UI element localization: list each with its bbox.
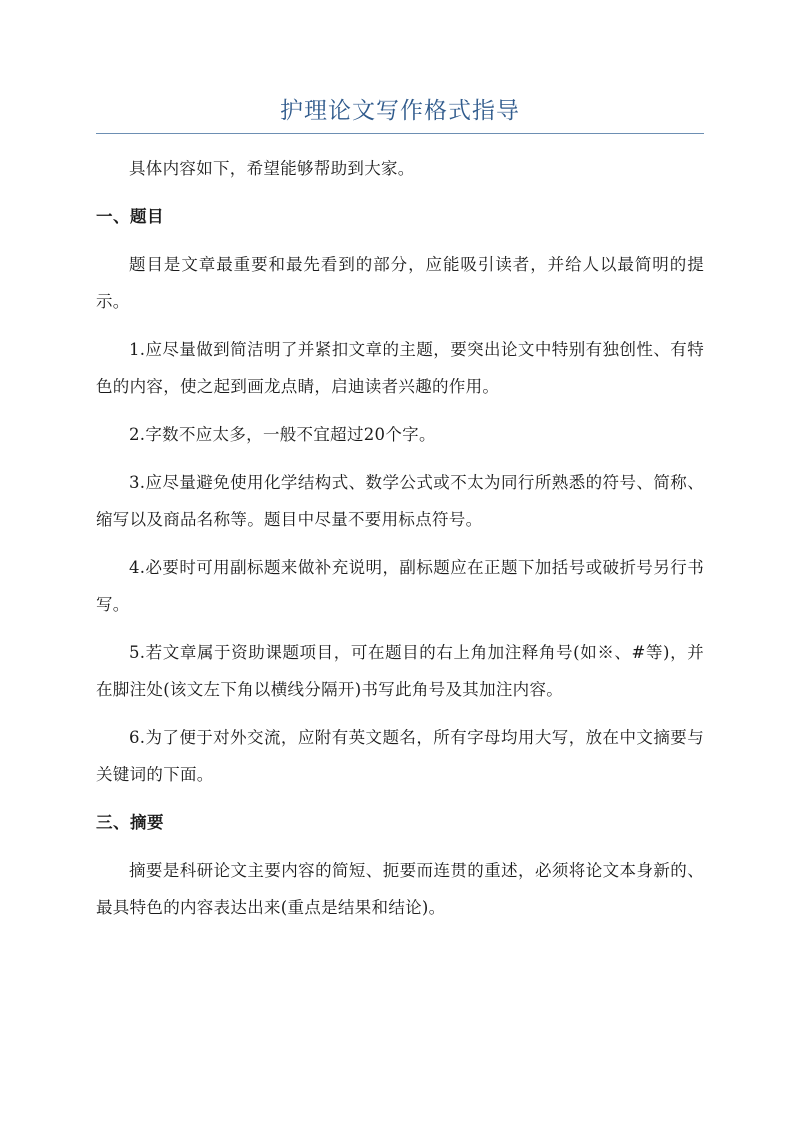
list-item-paragraph: 3.应尽量避免使用化学结构式、数学公式或不太为同行所熟悉的符号、简称、缩写以及商品名称等。题目中尽量不要用标点符号。 xyxy=(96,473,704,529)
intro-paragraph: 具体内容如下，希望能够帮助到大家。 xyxy=(129,159,415,178)
body-paragraph: 题目是文章最重要和最先看到的部分，应能吸引读者，并给人以最简明的提示。 xyxy=(96,255,704,311)
title-underline xyxy=(96,133,704,134)
list-item-paragraph: 6.为了便于对外交流，应附有英文题名，所有字母均用大写，放在中文摘要与关键词的下面。 xyxy=(96,728,704,784)
body-paragraph: 摘要是科研论文主要内容的简短、扼要而连贯的重述，必须将论文本身新的、最具特色的内容表达出来(重点是结果和结论)。 xyxy=(96,861,704,917)
list-item-paragraph: 1.应尽量做到简洁明了并紧扣文章的主题，要突出论文中特别有独创性、有特色的内容，使之起到画龙点睛，启迪读者兴趣的作用。 xyxy=(96,340,704,396)
section-heading: 一、题目 xyxy=(96,207,164,226)
section-abstract xyxy=(96,804,704,926)
document-title: 护理论文写作格式指导 xyxy=(280,98,520,124)
document-body xyxy=(96,150,704,937)
list-item-paragraph: 2.字数不应太多，一般不宜超过20个字。 xyxy=(129,425,436,444)
section-title xyxy=(96,198,704,793)
list-item-paragraph: 4.必要时可用副标题来做补充说明，副标题应在正题下加括号或破折号另行书写。 xyxy=(96,558,704,614)
section-heading: 三、摘要 xyxy=(96,813,164,832)
list-item-paragraph: 5.若文章属于资助课题项目，可在题目的右上角加注释角号(如※、#等)，并在脚注处(该文左下角以横线分隔开)书写此角号及其加注内容。 xyxy=(96,643,704,699)
